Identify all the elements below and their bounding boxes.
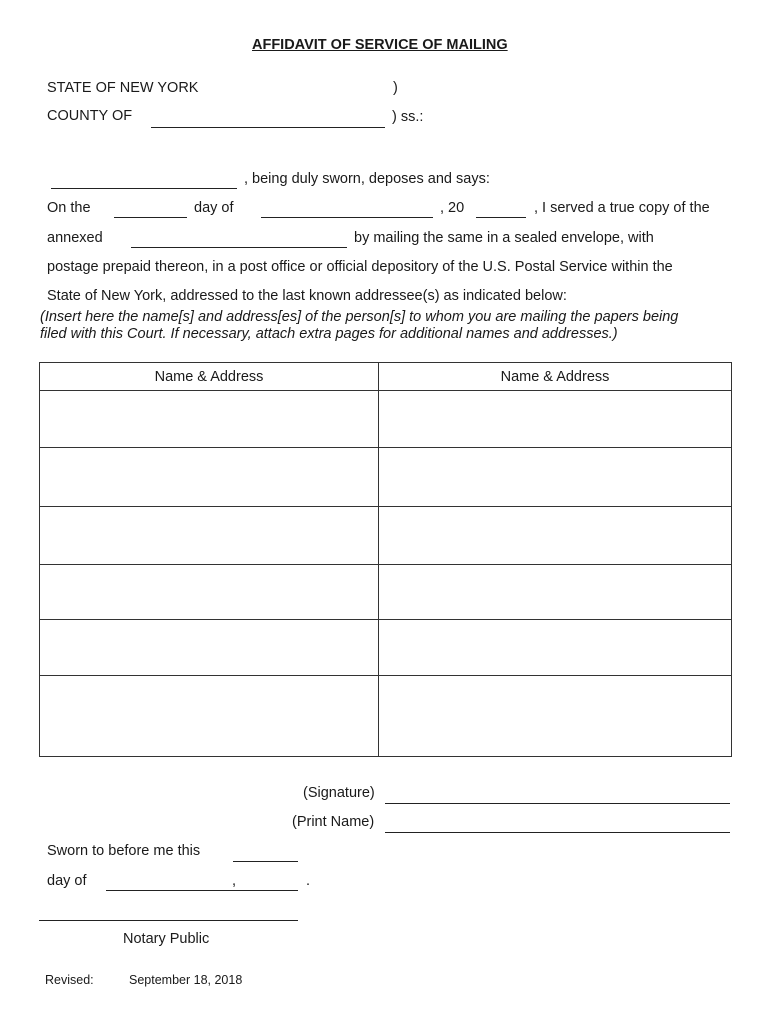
revised-date: September 18, 2018 — [129, 973, 243, 987]
table-row — [40, 507, 732, 565]
address-cell[interactable] — [379, 676, 732, 757]
address-cell[interactable] — [40, 391, 379, 448]
notary-signature-field[interactable] — [39, 920, 298, 921]
address-table — [39, 362, 732, 757]
state-text: State of New York, addressed to the last known addressee(s) as indicated below: — [47, 288, 567, 304]
address-cell[interactable] — [379, 391, 732, 448]
sworn-text: , being duly sworn, deposes and says: — [244, 171, 490, 187]
year-prefix: , 20 — [440, 200, 465, 216]
table-row — [40, 448, 732, 507]
annexed-papers-field[interactable] — [131, 247, 347, 248]
notary-day-of-label: day of — [47, 873, 87, 889]
day-of-label: day of — [194, 200, 234, 216]
address-cell[interactable] — [40, 676, 379, 757]
print-name-label: (Print Name) — [292, 814, 375, 830]
served-text: , I served a true copy of the — [534, 200, 710, 216]
postage-text: postage prepaid thereon, in a post office or official depository of the U.S. Postal Service within the — [47, 259, 673, 275]
notary-public-label: Notary Public — [123, 931, 210, 947]
address-cell[interactable] — [40, 620, 379, 676]
address-cell[interactable] — [40, 448, 379, 507]
notary-day-field[interactable] — [233, 861, 298, 862]
table-row — [40, 391, 732, 448]
address-cell[interactable] — [40, 507, 379, 565]
notary-period: . — [306, 873, 311, 889]
document-title: AFFIDAVIT OF SERVICE OF MAILING — [252, 37, 508, 53]
service-year-field[interactable] — [476, 217, 526, 218]
address-cell[interactable] — [379, 620, 732, 676]
service-day-field[interactable] — [114, 217, 187, 218]
ss-label: ) ss.: — [392, 109, 424, 125]
county-field[interactable] — [151, 127, 385, 128]
signature-label: (Signature) — [303, 785, 375, 801]
column-header: Name & Address — [40, 363, 379, 391]
table-row — [40, 565, 732, 620]
state-label: STATE OF NEW YORK — [47, 80, 199, 96]
table-row — [40, 676, 732, 757]
address-cell[interactable] — [379, 448, 732, 507]
table-header-row — [40, 363, 732, 391]
instruction-line-1: (Insert here the name[s] and address[es] of the person[s] to whom you are mailing the papers being — [40, 309, 679, 325]
print-name-field[interactable] — [385, 832, 730, 833]
service-month-field[interactable] — [261, 217, 433, 218]
county-label: COUNTY OF — [47, 108, 133, 124]
notary-comma: , — [232, 873, 237, 889]
annexed-label: annexed — [47, 230, 103, 246]
instruction-line-2: filed with this Court. If necessary, attach extra pages for additional names and addresses.) — [40, 326, 618, 342]
deponent-name-field[interactable] — [51, 188, 237, 189]
signature-field[interactable] — [385, 803, 730, 804]
table-row — [40, 620, 732, 676]
on-the-label: On the — [47, 200, 91, 216]
sworn-before-label: Sworn to before me this — [47, 843, 201, 859]
address-cell[interactable] — [379, 565, 732, 620]
mailing-text: by mailing the same in a sealed envelope, with — [354, 230, 654, 246]
venue-paren: ) — [393, 80, 398, 96]
column-header: Name & Address — [379, 363, 732, 391]
notary-month-year-field[interactable] — [106, 890, 298, 891]
address-cell[interactable] — [40, 565, 379, 620]
revised-label: Revised: — [45, 973, 94, 987]
address-cell[interactable] — [379, 507, 732, 565]
